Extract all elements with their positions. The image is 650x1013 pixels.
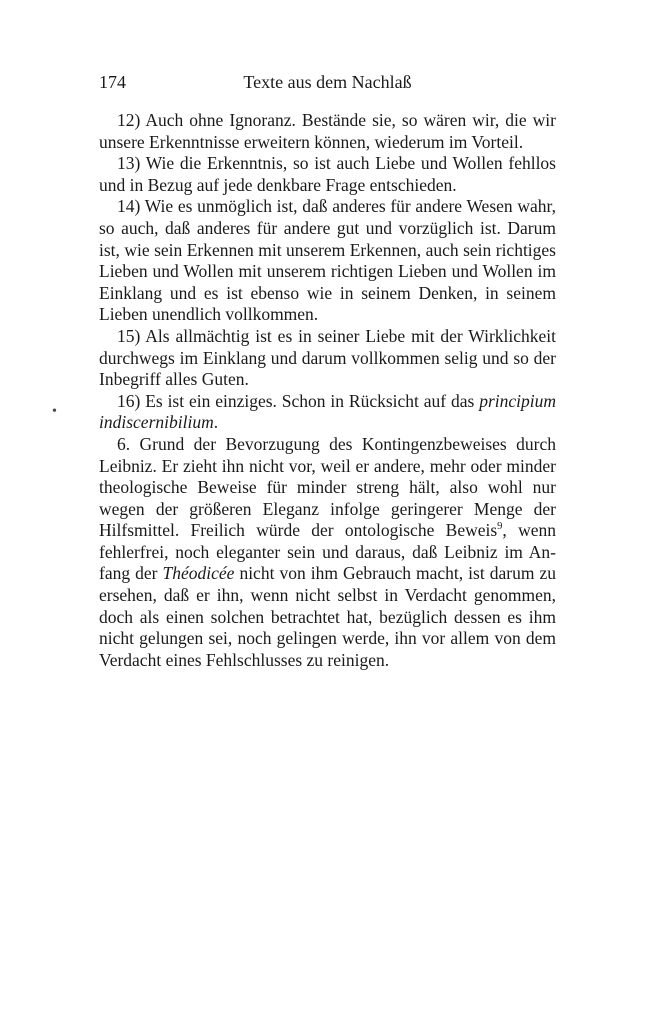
paragraph-16-italic: principium indiscernibilium xyxy=(99,390,556,433)
paragraph-16-end: . xyxy=(213,412,219,433)
paragraph-6-part2: , wenn fehlerfrei, noch eleganter sein und daraus, daß Leibniz im Anfang der xyxy=(99,520,557,584)
paragraph-15: 15) Als allmächtig ist es in seiner Liebe mit der Wirklichkeit durchwegs im Einklang und darum vollkommen selig und so der Inbegriff alles Guten. xyxy=(99,325,556,390)
paragraph-6-part1: 6. Grund der Bevorzugung des Kontingenzbeweises durch Leibniz. Er zieht ihn nicht vor, weil er andere, mehr oder minder theologische Beweise für minder streng hält, also wohl nur wegen der größeren Eleganz infolge geringerer Menge der Hilfsmittel. Freilich würde der ontologische Beweis xyxy=(99,433,556,541)
footnote-marker: 9 xyxy=(497,521,503,533)
paragraph-14: 14) Wie es unmöglich ist, daß anderes für andere Wesen wahr, so auch, daß anderes für andere gut und vorzüglich ist. Darum ist, wie sein Erkennen mit unserem Erkennen, auch sein richtiges Lieben und Wollen mit unserem richtigen Lieben und Wollen im Einklang und es ist ebenso wie in seinem Denken, in seinem Lieben unendlich vollkommen. xyxy=(99,196,556,325)
paragraph-6-italic: Théodicée xyxy=(162,563,235,584)
paragraph-6 xyxy=(99,434,556,672)
paragraph-16 xyxy=(99,391,556,434)
page-number: 174 xyxy=(99,72,126,92)
body-text xyxy=(99,110,556,671)
margin-mark: • xyxy=(52,404,57,419)
paragraph-6-part3: nicht von ihm Gebrauch macht, ist darum zu ersehen, daß er ihn, wenn nicht selbst in Verdacht genommen, doch als einen solchen betrachtet hat, bezüglich dessen es ihm nicht gelungen sei, noch gelingen werde, ihn vor allem von dem Verdacht eines Fehlschlusses zu reinigen. xyxy=(99,563,556,670)
paragraph-13: 13) Wie die Erkenntnis, so ist auch Liebe und Wollen fehllos und in Bezug auf jede denkbare Frage entschieden. xyxy=(99,153,556,195)
page-header xyxy=(99,70,556,94)
paragraph-12: 12) Auch ohne Ignoranz. Bestände sie, so wären wir, die wir unsere Erkenntnisse erweitern können, wiederum im Vorteil. xyxy=(99,110,556,152)
running-title: Texte aus dem Nachlaß xyxy=(243,72,412,92)
paragraph-16-text: 16) Es ist ein einziges. Schon in Rücksicht auf das xyxy=(117,390,480,411)
